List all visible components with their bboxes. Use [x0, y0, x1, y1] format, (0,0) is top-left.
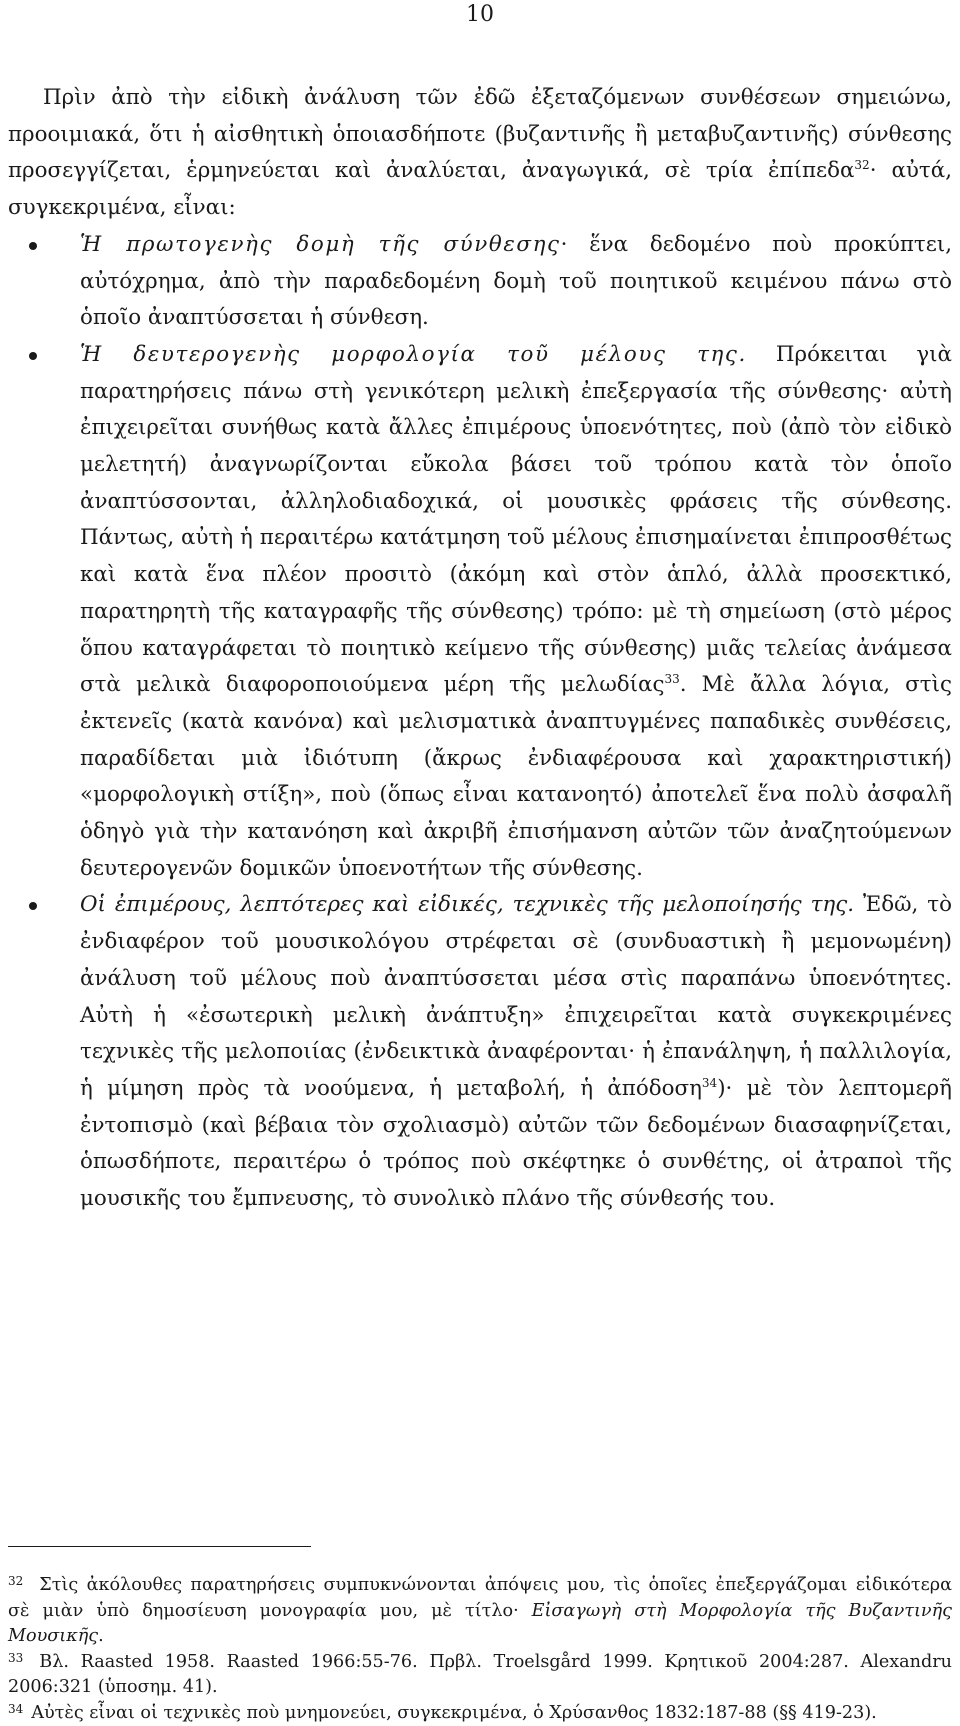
- page-number: 10: [0, 2, 960, 28]
- item-heading: Ἡ πρωτογενὴς δομὴ τῆς σύνθεσης: [80, 232, 561, 257]
- footnote-ref-33[interactable]: 33: [664, 672, 679, 686]
- intro-paragraph: [8, 80, 952, 227]
- item-text: · ἕνα δεδομένο ποὺ προκύπτει, αὐτόχρημα, ἀπὸ τὴν παραδεδομένη δομὴ τοῦ ποιητικοῦ κειμένου πάνω στὸ ὁποῖο ἀναπτύσσεται ἡ σύνθεση.: [80, 232, 952, 330]
- footnote-tail: .: [98, 1626, 104, 1646]
- footnote-34: [8, 1701, 952, 1726]
- item-text-continued: )· μὲ τὸν λεπτομερῆ ἐντοπισμὸ (καὶ βέβαια τὸν σχολιασμὸ) αὐτῶν τῶν δεδομένων διασαφηνίζεται, ὁπωσδήποτε, περαιτέρω ὁ τρόπος ποὺ σκέφτηκε ὁ συνθέτης, οἱ ἀτραποὶ τῆς μουσικῆς του ἔμπνευσης, τὸ συνολικὸ πλάνο τῆς σύνθεσής του.: [80, 1076, 952, 1211]
- item-heading: Οἱ ἐπιμέρους, λεπτότερες καὶ εἰδικές, τεχνικὲς τῆς μελοποίησής της.: [80, 892, 854, 917]
- footnote-33: [8, 1650, 952, 1701]
- item-text: Ἐδῶ, τὸ ἐνδιαφέρον τοῦ μουσικολόγου στρέφεται σὲ (συνδυαστικὴ ἢ μεμονωμένη) ἀνάλυση τοῦ μέλους ποὺ ἀναπτύσσεται μέσα στὶς παραπάνω ὑποενότητες. Αὐτὴ ἡ «ἐσωτερικὴ μελικὴ ἀνάπτυξη» ἐπιχειρεῖται κατὰ συγκεκριμένες τεχνικὲς τῆς μελοποιίας (ἐνδεικτικὰ ἀναφέρονται· ἡ ἐπανάληψη, ἡ παλλιλογία, ἡ μίμηση πρὸς τὰ νοούμενα, ἡ μεταβολή, ἡ ἀπόδοση: [80, 892, 952, 1101]
- footnote-number: 34: [8, 1702, 23, 1716]
- intro-tail: · αὐτά, συγκεκριμένα, εἶναι:: [8, 158, 952, 220]
- footnote-number: 33: [8, 1651, 23, 1665]
- body-text: [8, 80, 952, 1218]
- item-text: Πρόκειται γιὰ παρατηρήσεις πάνω στὴ γενικότερη μελικὴ ἐπεξεργασία τῆς σύνθεσης· αὐτὴ ἐπιχειρεῖται συνήθως κατὰ ἄλλες ἐπιμέρους ὑποενότητες, ποὺ (ἀπὸ τὸν εἰδικὸ μελετητή) ἀναγνωρίζονται εὔκολα βάσει τοῦ τρόπου κατὰ τὸν ὁποῖο ἀναπτύσσονται, ἀλληλοδιαδοχικά, οἱ μουσικὲς φράσεις τῆς σύνθεσης. Πάντως, αὐτὴ ἡ περαιτέρω κατάτμηση τοῦ μέλους ἐπισημαίνεται ἐπιπροσθέτως καὶ κατὰ ἕνα πλέον προσιτὸ (ἀκόμη καὶ στὸν ἁπλό, ἀλλὰ προσεκτικό, παρατηρητὴ τῆς καταγραφῆς τῆς σύνθεσης) τρόπο: μὲ τὴ σημείωση (στὸ μέρος ὅπου καταγράφεται τὸ ποιητικὸ κείμενο τῆς σύνθεσης) μιᾶς τελείας ἀνάμεσα στὰ μελικὰ διαφοροποιούμενα μέρη τῆς μελωδίας: [80, 342, 952, 697]
- footnote-separator: [8, 1546, 311, 1547]
- item-text-continued: . Μὲ ἄλλα λόγια, στὶς ἐκτενεῖς (κατὰ κανόνα) καὶ μελισματικὰ ἀναπτυγμένες παπαδικὲς συνθέσεις, παραδίδεται μιὰ ἰδιότυπη (ἄκρως ἐνδιαφέρουσα καὶ χαρακτηριστική) «μορφολογικὴ στίξη», ποὺ (ὅπως εἶναι κατανοητό) ἀποτελεῖ ἕνα πολὺ ἀσφαλῆ ὁδηγὸ γιὰ τὴν κατανόηση καὶ ἀκριβῆ ἐπισήμανση αὐτῶν τῶν ἀναζητούμενων δευτερογενῶν δομικῶν ὑποενοτήτων τῆς σύνθεσης.: [80, 672, 952, 881]
- footnote-number: 32: [8, 1574, 23, 1588]
- footnote-text: Βλ. Raasted 1958. Raasted 1966:55-76. Πρβλ. Troelsgård 1999. Κρητικοῦ 2004:287. Alexandru 2006:321 (ὑποσημ. 41).: [8, 1652, 952, 1698]
- intro-text: Πρὶν ἀπὸ τὴν εἰδικὴ ἀνάλυση τῶν ἐδῶ ἐξεταζόμενων συνθέσεων σημειώνω, προοιμιακά, ὅτι ἡ αἰσθητικὴ ὁποιασδήποτε (βυζαντινῆς ἢ μεταβυζαντινῆς) σύνθεσης προσεγγίζεται, ἑρμηνεύεται καὶ ἀναλύεται, ἀναγωγικά, σὲ τρία ἐπίπεδα: [8, 85, 952, 183]
- list-item-composition-techniques: [80, 887, 952, 1217]
- analysis-levels-list: [8, 227, 952, 1218]
- footnote-text: Στὶς ἀκόλουθες παρατηρήσεις συμπυκνώνονται ἀπόψεις μου, τὶς ὁποῖες ἐπεξεργάζομαι εἰδικότερα σὲ μιὰν ὑπὸ δημοσίευση μονογραφία μου, μὲ τίτλο·: [8, 1575, 952, 1621]
- footnotes: [8, 1573, 952, 1726]
- footnote-text: Αὐτὲς εἶναι οἱ τεχνικὲς ποὺ μνημονεύει, συγκεκριμένα, ὁ Χρύσανθος 1832:187-88 (§§ 419-23).: [31, 1703, 877, 1723]
- footnote-book-title: Εἰσαγωγὴ στὴ Μορφολογία τῆς Βυζαντινῆς Μουσικῆς: [8, 1601, 952, 1647]
- list-item-secondary-morphology: [80, 337, 952, 888]
- list-item-primary-structure: [80, 227, 952, 337]
- item-heading: Ἡ δευτερογενὴς μορφολογία τοῦ μέλους της.: [80, 342, 747, 367]
- footnote-ref-32[interactable]: 32: [854, 158, 869, 172]
- footnote-32: [8, 1573, 952, 1650]
- footnote-ref-34[interactable]: 34: [702, 1076, 717, 1090]
